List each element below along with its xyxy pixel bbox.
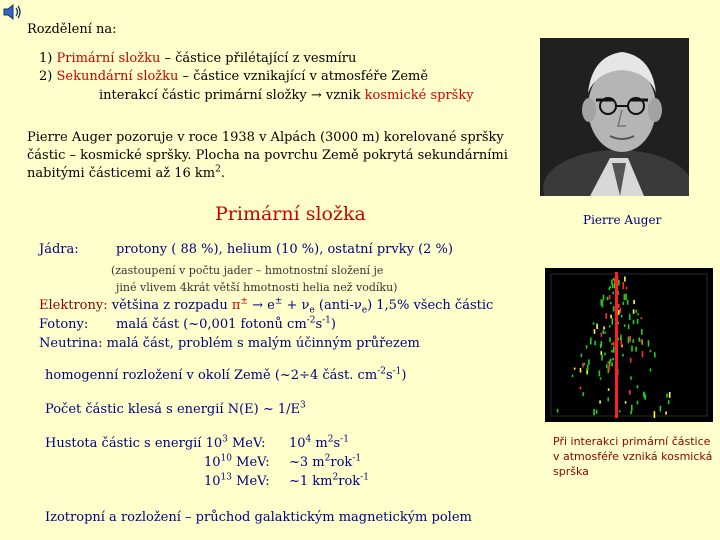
shower-particle-track — [641, 317, 643, 319]
shower-particle-track — [613, 346, 615, 352]
heading: Rozdělení na: — [27, 22, 117, 37]
shower-particle-track — [654, 352, 656, 357]
shower-particle-track — [593, 322, 595, 324]
shower-particle-track — [620, 338, 622, 340]
shower-particle-track — [641, 329, 643, 335]
shower-particle-track — [626, 287, 628, 289]
shower-particle-track — [601, 299, 603, 305]
auger-paragraph-line2: částic – kosmické spršky. Plocha na povrchu Země pokrytá sekundárními — [27, 148, 508, 163]
shower-particle-track — [607, 297, 609, 300]
shower-particle-track — [601, 351, 603, 355]
shower-particle-track — [604, 332, 606, 334]
nuclei-text: protony ( 88 %), helium (10 %), ostatní prvky (2 %) — [116, 242, 453, 257]
shower-particle-track — [590, 338, 592, 345]
shower-particle-track — [609, 338, 611, 343]
nuclei-note-line1: (zastoupení v počtu jader – hmotnostní složení je — [111, 264, 384, 277]
nuclei-label: Jádra: — [39, 242, 79, 257]
photons-label: Fotony: — [39, 317, 89, 332]
nuclei-note-line2: jiné vlivem 4krát větší hmotnosti helia než vodíku) — [116, 281, 398, 294]
shower-particle-track — [650, 350, 652, 352]
electrons-line: Elektrony: většina z rozpadu $\pi^\pm \to e^\pm + \nu_e$ $(anti-\nu_e)$ 1,5% všech částic — [39, 296, 494, 316]
shower-particle-track — [605, 313, 607, 319]
shower-particle-track — [599, 400, 601, 403]
shower-particle-track — [610, 302, 612, 304]
shower-particle-track — [648, 340, 650, 346]
list-item-primary: 1) Primární složku – částice přilétající z vesmíru — [39, 51, 357, 66]
shower-particle-track — [637, 313, 639, 315]
shower-particle-track — [629, 390, 631, 395]
shower-particle-track — [599, 370, 601, 376]
decrease-line: Počet částic klesá s energií N(E) ~ $1/E^3$ — [45, 400, 306, 417]
shower-particle-track — [669, 392, 671, 398]
shower-particle-track — [630, 411, 632, 415]
shower-particle-track — [637, 319, 639, 324]
shower-particle-track — [636, 310, 638, 313]
shower-particle-track — [650, 368, 652, 371]
shower-particle-track — [668, 400, 670, 404]
shower-particle-track — [612, 292, 614, 295]
shower-particle-track — [609, 295, 611, 299]
shower-particle-track — [607, 397, 609, 401]
homogeneous-line: homogenní rozložení v okolí Země (~2÷4 část. $cm^{-2}s^{-1}$) — [45, 366, 407, 383]
shower-particle-track — [608, 388, 610, 390]
shower-particle-track — [607, 361, 609, 363]
primary-title: Primární složka — [215, 203, 366, 225]
shower-particle-track — [583, 363, 585, 365]
shower-particle-track — [630, 376, 632, 379]
shower-particle-track — [581, 354, 583, 358]
shower-particle-track — [612, 358, 614, 360]
shower-particle-track — [631, 405, 633, 411]
shower-particle-track — [621, 340, 623, 347]
shower-particle-track — [654, 411, 656, 418]
shower-particle-track — [666, 394, 668, 398]
shower-particle-track — [623, 282, 625, 289]
shower-particle-track — [635, 347, 637, 352]
shower-particle-track — [644, 393, 646, 398]
shower-particle-track — [630, 358, 632, 363]
shower-particle-track — [600, 378, 602, 380]
shower-particle-track — [619, 410, 621, 412]
isotropic-line: Izotropní a rozložení – průchod galaktickým magnetickým polem — [45, 510, 472, 525]
shower-particle-track — [613, 306, 615, 311]
shower-particle-track — [613, 342, 615, 346]
shower-particle-track — [611, 343, 613, 345]
shower-particle-track — [601, 333, 603, 337]
shower-particle-track — [624, 277, 626, 282]
shower-particle-track — [641, 339, 643, 343]
auger-paragraph-line1: Pierre Auger pozoruje v roce 1938 v Alpách (3000 m) korelované spršky — [27, 130, 504, 145]
shower-particle-track — [637, 385, 639, 388]
density-row-2: $10^{10}$ MeV: — [204, 453, 270, 470]
shower-particle-track — [612, 284, 614, 289]
shower-particle-track — [601, 355, 603, 361]
density-value-2: ~3 $m^2rok^{-1}$ — [289, 453, 362, 470]
shower-particle-track — [631, 346, 633, 352]
shower-particle-track — [572, 375, 574, 378]
neutrinos-line: Neutrina: malá část, problém s malým účinným průřezem — [39, 336, 420, 351]
shower-particle-track — [624, 295, 626, 300]
shower-particle-track — [618, 304, 620, 308]
list-item-secondary-cont: interakcí částic primární složky → vznik kosmické spršky — [99, 88, 474, 103]
shower-particle-track — [628, 324, 630, 329]
density-value-3: ~1 $km^2rok^{-1}$ — [289, 472, 369, 489]
shower-particle-track — [628, 337, 630, 344]
density-value-1: $10^4$ $m^2s^{-1}$ — [289, 434, 349, 451]
shower-particle-track — [593, 409, 595, 415]
shower-particle-track — [557, 409, 559, 413]
shower-particle-track — [637, 401, 639, 405]
shower-particle-track — [574, 368, 576, 370]
density-label: Hustota částic s energií $10^3$ MeV: — [45, 434, 266, 451]
shower-particle-track — [624, 324, 626, 327]
shower-particle-track — [603, 330, 605, 334]
speaker-icon[interactable] — [2, 3, 24, 21]
shower-particle-track — [594, 341, 596, 345]
list-item-secondary: 2) Sekundární složku – částice vznikající v atmosféře Země — [39, 69, 429, 84]
shower-particle-track — [629, 314, 631, 320]
shower-image — [545, 268, 713, 422]
shower-particle-track — [610, 286, 612, 289]
shower-particle-track — [587, 365, 589, 372]
shower-particle-track — [642, 351, 644, 357]
shower-core-track — [615, 272, 618, 418]
portrait-photo — [540, 38, 689, 196]
shower-particle-track — [612, 318, 614, 325]
shower-particle-track — [603, 295, 605, 301]
shower-particle-track — [586, 345, 588, 348]
shower-particle-track — [611, 362, 613, 366]
shower-particle-track — [625, 401, 627, 403]
shower-particle-track — [633, 309, 635, 313]
shower-particle-track — [613, 278, 615, 281]
shower-particle-track — [621, 315, 623, 318]
shower-particle-track — [665, 412, 667, 415]
photons-text: malá část (~0,001 fotonů $cm^{-2}s^{-1}$) — [116, 315, 336, 332]
auger-paragraph-line3: nabitými částicemi až 16 $km^2$. — [27, 164, 225, 181]
shower-particle-track — [580, 368, 582, 373]
shower-particle-track — [627, 300, 629, 305]
shower-particle-track — [596, 324, 598, 329]
shower-particle-track — [604, 353, 606, 356]
photo-caption: Pierre Auger — [583, 213, 662, 227]
shower-particle-track — [603, 326, 605, 329]
shower-particle-track — [633, 320, 635, 324]
shower-particle-track — [588, 359, 590, 364]
shower-particle-track — [583, 392, 585, 396]
shower-particle-track — [630, 336, 632, 342]
shower-particle-track — [625, 294, 627, 301]
shower-particle-track — [639, 337, 641, 341]
shower-particle-track — [610, 315, 612, 319]
shower-particle-track — [611, 350, 613, 353]
shower-particle-track — [580, 387, 582, 390]
shower-particle-track — [596, 410, 598, 414]
shower-particle-track — [618, 280, 620, 286]
shower-particle-track — [660, 406, 662, 412]
shower-note: Při interakci primární částice v atmosféře vzniká kosmická sprška — [553, 435, 713, 478]
shower-particle-track — [606, 364, 608, 368]
shower-particle-track — [601, 341, 603, 347]
shower-particle-track — [608, 365, 610, 371]
shower-particle-track — [633, 339, 635, 343]
density-row-3: $10^{13}$ MeV: — [204, 472, 270, 489]
shower-particle-track — [620, 308, 622, 313]
shower-particle-track — [633, 300, 635, 304]
shower-particle-track — [618, 310, 620, 315]
shower-particle-track — [594, 329, 596, 334]
shower-particle-track — [609, 325, 611, 327]
shower-particle-track — [622, 354, 624, 357]
shower-particle-track — [623, 302, 625, 305]
